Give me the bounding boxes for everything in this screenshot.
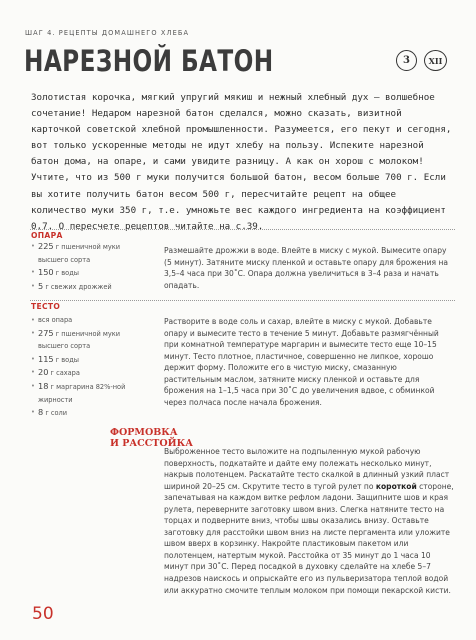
testo-method: Растворите в воде соль и сахар, влейте в миску с мукой. Добавьте опару и вымесите тесто в течение 5 минут. Добавьте размягчённый при комнатной температуре маргарин и вымесите тесто еще 10–15 минут. Тесто плотное, пластичное, совершенно не липкое, хорошо держит форму. Положите его в чистую миску, смазанную растительным маслом, затяните миску пленкой и оставьте для брожения на 1–1,5 часа при 30˚С до увеличения вдвое, с обминкой через полчаса после начала брожения. — [164, 317, 439, 407]
ingredient-item: • 225 г пшеничной муки высшего сорта — [31, 240, 149, 266]
forming-method: Выброженное тесто выложите на подпыленную мукой рабочую поверхность, подкатайте и дайте ему полежать несколько минут, накрыв полотенцем. Раскатайте тесто скалкой в длинный узкий пласт шириной 20–25 см. Скрутите тесто в тугой рулет по короткой стороне, запечатывая на каждом витке рефлом ладони. Защипните шов и края рулета, переверните заготовку швом вниз. Слегка натяните тесто на торцах и подверните вниз, чтобы швы оказались внизу. Оставьте заготовку для расстойки швом вниз на листе пергамента или уложите швом вверх в корзинку. Накройте пластиковым пакетом или полотенцем, натертым мукой. Расстойка от 35 минут до 1 часа 10 минут при 30˚С. Перед посадкой в духовку сделайте на хлебе 5–7 надрезов наискось и опрыскайте его из пульверизатора теплой водой или аккуратно смочите теплым молоком при помощи пекарской кисти. — [164, 447, 454, 595]
testo-label: ТЕСТО — [31, 302, 61, 311]
divider — [30, 229, 455, 230]
ingredient-item: • 20 г сахара — [31, 366, 149, 380]
divider — [30, 300, 455, 301]
testo-ingredients — [31, 314, 149, 420]
difficulty-badge: 3 — [396, 50, 417, 71]
page-number: 50 — [32, 604, 54, 624]
ingredient-item: • 115 г воды — [31, 353, 149, 367]
page-title: НАРЕЗНОЙ БАТОН — [24, 44, 274, 78]
opara-label: ОПАРА — [31, 231, 63, 240]
chapter-label: ШАГ 4. РЕЦЕПТЫ ДОМАШНЕГО ХЛЕБА — [25, 29, 190, 37]
forming-heading: ФОРМОВКА И РАССТОЙКА — [110, 427, 193, 449]
ingredient-item: • 275 г пшеничной муки высшего сорта — [31, 327, 149, 353]
ingredient-item: • 150 г воды — [31, 266, 149, 280]
ingredient-item: • вся опара — [31, 314, 149, 327]
opara-ingredients — [31, 240, 149, 293]
opara-method: Размешайте дрожжи в воде. Влейте в миску с мукой. Вымесите опару (5 минут). Затяните миску пленкой и оставьте опару для брожения на 3,5–4 часа при 30˚С. Опара должна увеличиться в 3–4 раза и начать опадать. — [164, 246, 449, 290]
century-badge: XII — [424, 50, 447, 71]
ingredient-item: • 5 г свежих дрожжей — [31, 280, 149, 294]
intro-paragraph: Золотистая корочка, мягкий упругий мякиш и нежный хлебный дух — волшебное сочетание! Недаром нарезной батон сделался, можно сказать, визитной карточкой советской хлебной промышленности. Разумеется, его пекут и сегодня, вот только ускоренные методы не идут хлебу на пользу. Испеките нарезной батон дома, на опаре, и сами увидите разницу. А как он хорош с молоком! Учтите, что из 500 г муки получится большой батон, весом больше 700 г. Если вы хотите получить батон весом 500 г, пересчитайте рецепт на общее количество муки 350 г, т.е. умножьте вес каждого ингредиента на коэффициент 0,7. О пересчете рецептов читайте на с.39. — [31, 92, 452, 232]
ingredient-item: • 8 г соли — [31, 406, 149, 420]
ingredient-item: • 18 г маргарина 82%-ной жирности — [31, 380, 149, 406]
